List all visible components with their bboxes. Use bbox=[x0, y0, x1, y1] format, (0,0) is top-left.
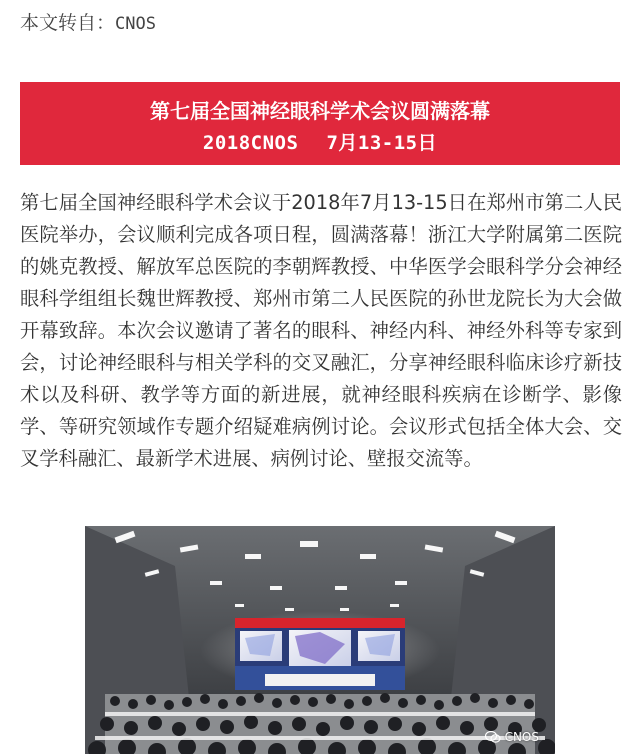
watermark-text: CNOS bbox=[504, 730, 539, 744]
banner-subtitle bbox=[20, 128, 620, 155]
source-label: 本文转自： bbox=[20, 12, 116, 34]
source-attribution bbox=[20, 8, 156, 35]
wechat-icon bbox=[485, 731, 501, 743]
photo-watermark bbox=[485, 730, 539, 744]
title-banner bbox=[20, 82, 620, 165]
banner-title: 第七届全国神经眼科学术会议圆满落幕 bbox=[150, 99, 490, 123]
banner-year-org: 2018CNOS bbox=[202, 132, 299, 154]
conference-photo bbox=[85, 526, 555, 754]
banner-dates: 7月13-15日 bbox=[326, 132, 438, 154]
auditorium-illustration bbox=[85, 526, 555, 754]
article-paragraph: 第七届全国神经眼科学术会议于2018年7月13-15日在郑州市第二人民医院举办，会议顺利完成各项日程，圆满落幕！浙江大学附属第二医院的姚克教授、解放军总医院的李朝辉教授、中华医学会眼科学分会神经眼科学组组长魏世辉教授、郑州市第二人民医院的孙世龙院长为大会做开幕致辞。本次会议邀请了著名的眼科、神经内科、神经外科等专家到会，讨论神经眼科与相关学科的交叉融汇，分享神经眼科临床诊疗新技术以及科研、教学等方面的新进展，就神经眼科疾病在诊断学、影像学、等研究领域作专题介绍疑难病例讨论。会议形式包括全体大会、交叉学科融汇、最新学术进展、病例讨论、壁报交流等。 bbox=[20, 191, 622, 470]
source-name: CNOS bbox=[115, 14, 156, 34]
